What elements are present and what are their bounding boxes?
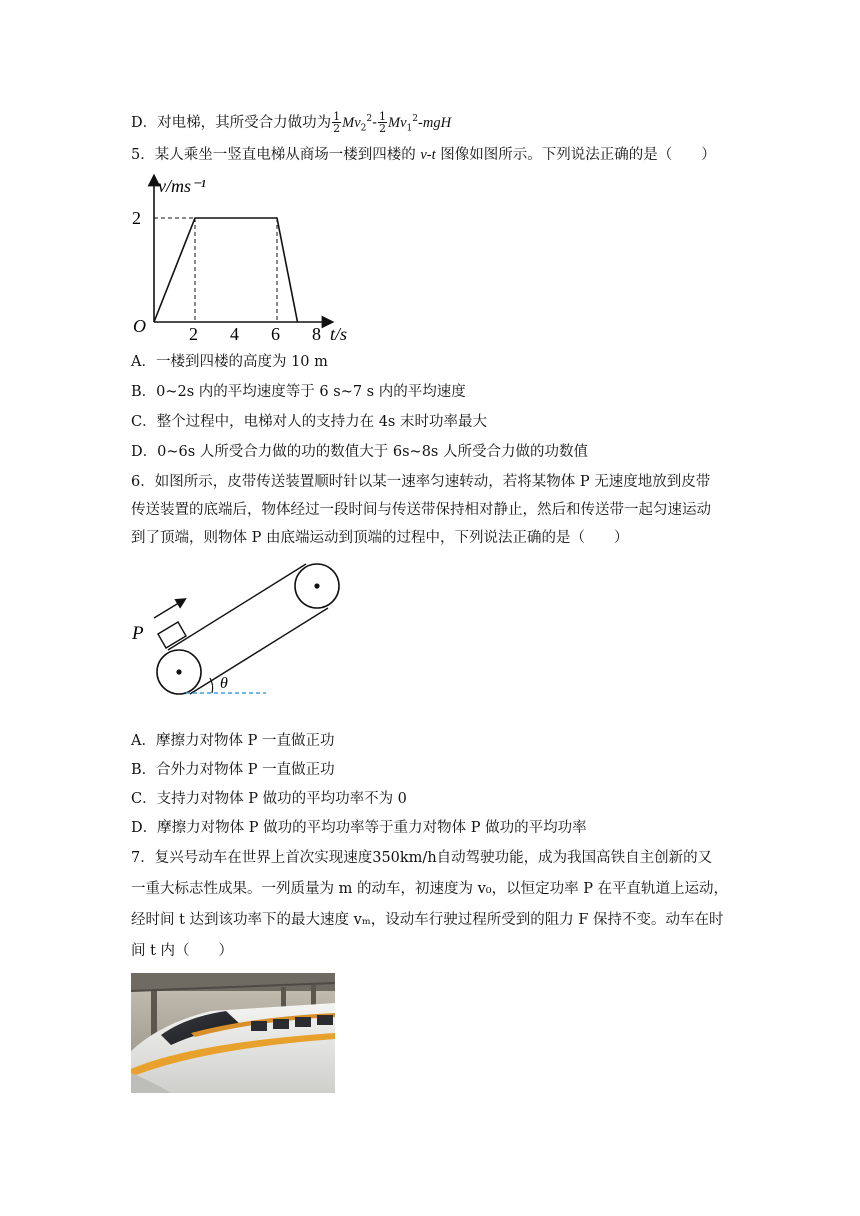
fraction-half: $\frac{1}{2}$	[379, 110, 387, 136]
label-p: P	[132, 623, 144, 644]
q6-option-b: B．合外力对物体 P 一直做正功	[131, 762, 335, 778]
belt-top	[168, 564, 306, 650]
q6-stem-line-3: 到了顶端，则物体 P 由底端运动到顶端的过程中，下列说法正确的是（ ）	[131, 530, 629, 546]
x-axis-label: t/s	[330, 324, 348, 344]
q6-stem-line-1: 6．如图所示，皮带传送装置顺时针以某一速率匀速转动，若将某物体 P 无速度地放到皮带	[131, 474, 711, 490]
q5-stem: 5．某人乘坐一竖直电梯从商场一楼到四楼的 v-t 图像如图所示。下列说法正确的是（ ）	[131, 147, 716, 163]
x-tick-label: 4	[230, 324, 239, 344]
vt-series-line	[154, 218, 298, 322]
y-tick-label: 2	[132, 208, 141, 228]
q5-option-b: B．0~2s 内的平均速度等于 6 s~7 s 内的平均速度	[131, 384, 466, 400]
origin-label: O	[133, 316, 146, 336]
motion-arrow	[154, 601, 182, 618]
q5-option-c: C．整个过程中，电梯对人的支持力在 4s 末时功率最大	[131, 414, 487, 430]
label-theta: θ	[220, 675, 228, 692]
q5-option-a: A．一楼到四楼的高度为 10 m	[131, 354, 328, 370]
q6-option-d: D．摩擦力对物体 P 做功的平均功率等于重力对物体 P 做功的平均功率	[131, 820, 587, 836]
q7-stem-line-4: 间 t 内（ ）	[131, 943, 234, 959]
q5-option-d: D．0~6s 人所受合力做的功的数值大于 6s~8s 人所受合力做的功数值	[131, 444, 588, 460]
block-p	[158, 622, 186, 648]
q6-stem-line-2: 传送装置的底端后，物体经过一段时间与传送带保持相对静止，然后和传送带一起匀速运动	[131, 502, 711, 518]
x-tick-label: 6	[271, 324, 280, 344]
q7-stem-line-2: 一重大标志性成果。一列质量为 m 的动车，初速度为 v₀，以恒定功率 P 在平直轨道上运动，	[131, 881, 729, 897]
q7-stem-line-1: 7．复兴号动车在世界上首次实现速度350km/h自动驾驶功能，成为我国高铁自主创新的又	[131, 850, 713, 866]
q6-option-a: A．摩擦力对物体 P 一直做正功	[131, 733, 335, 749]
x-tick-label: 2	[189, 324, 198, 344]
x-tick-label: 8	[312, 324, 321, 344]
q6-option-c: C．支持力对物体 P 做功的平均功率不为 0	[131, 791, 407, 807]
belt-bottom	[190, 608, 328, 694]
high-speed-train-photo	[131, 973, 335, 1093]
q6-conveyor-diagram	[128, 558, 348, 702]
q7-stem-line-3: 经时间 t 达到该功率下的最大速度 vₘ，设动车行驶过程所受到的阻力 F 保持不变。动车在时	[131, 912, 724, 928]
fraction-half: $\frac{1}{2}$	[333, 110, 341, 136]
y-axis-label: v/ms⁻¹	[158, 176, 206, 196]
q5-vt-chart	[128, 172, 368, 348]
q4-option-d: D．对电梯，其所受合力做功为 $\frac{1}{2}$ $Mv_2^2-$ $\frac{1}{2}$ $Mv_1^2$-mgH	[131, 110, 452, 136]
